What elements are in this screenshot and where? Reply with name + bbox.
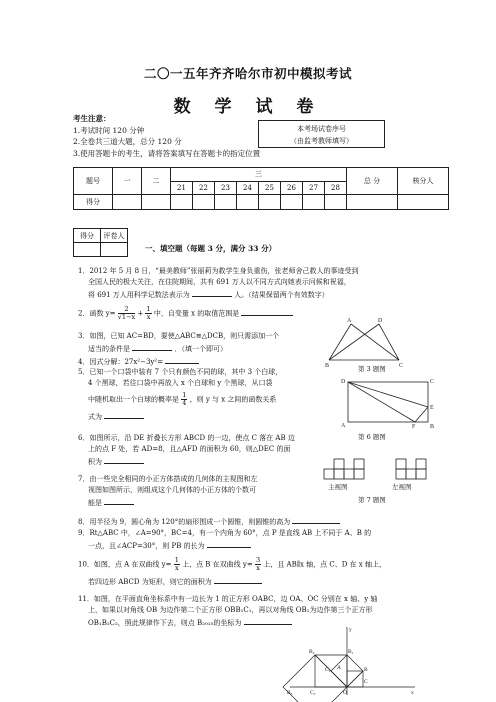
fig7-left-view — [396, 459, 426, 479]
fig6-rect-abcd — [348, 382, 428, 422]
q1-line: 1．2012 年 5 月 8 日，“最美教师”张丽莉为救学生身负重伤，张老师舍己救人的事迹受到 — [78, 267, 359, 275]
score-cell — [259, 195, 281, 210]
exam-notice — [73, 113, 260, 159]
q11-line: 11．如图，在平面直角坐标系中有一边长为 1 的正方形 OABC，边 OA、OC 分别在 x 轴、y 轴 — [78, 595, 378, 603]
fig3-line-ab — [329, 324, 351, 360]
answer-blank — [165, 355, 199, 364]
q1-text: 人。（结果保留两个有效数字） — [234, 291, 329, 299]
fig6-label-b: B — [430, 424, 435, 430]
fig6-label-f: F — [412, 424, 416, 430]
score-cell — [303, 195, 325, 210]
exam-subtitle: 数 学 试 卷 — [173, 97, 323, 117]
fig11-label-y: y — [349, 627, 352, 633]
notice-item: 3.使用答题卡的考生，请将答案填写在答题卡的指定位置 — [73, 148, 261, 158]
score-cell — [171, 195, 193, 210]
q5-line: 5．已知一个口袋中装有 7 个只有颜色不同的球，其中 3 个白球， — [78, 368, 283, 376]
col-question: 题号 — [74, 168, 113, 195]
q6-line: 上的点 F 处，若 AD=8，且△AFD 的面积为 60，则△DEC 的面 — [88, 445, 291, 453]
fraction — [145, 306, 151, 321]
denominator: x — [174, 564, 179, 572]
seat-code-note: （由监考教师填写） — [290, 137, 353, 145]
denominator: x — [256, 564, 260, 572]
answer-blank — [207, 539, 251, 548]
sub-col: 23 — [215, 181, 237, 195]
answer-blank — [292, 515, 340, 524]
fig3-label-d: D — [378, 318, 383, 324]
q10-text: 10．如图，点 A 在双曲线 y= — [78, 560, 172, 569]
fig6-line-fe — [415, 407, 428, 422]
q7-line — [78, 496, 308, 509]
denominator: 4 — [182, 399, 187, 407]
fig11-label-a: A — [337, 665, 341, 671]
figure-3-triangles — [325, 318, 405, 368]
question-2 — [78, 306, 338, 321]
answer-blank — [104, 496, 134, 505]
sub-col: 26 — [281, 181, 303, 195]
fig11-label-c1: C₁ — [325, 667, 331, 673]
col-checker: 核分人 — [398, 168, 449, 195]
question-3 — [78, 331, 323, 355]
q2-text: + — [137, 309, 144, 318]
figure-6-rectangle — [341, 377, 435, 430]
fig6-line-df — [348, 382, 415, 422]
q3-line: 3．如图，已知 AC=BD，要使△ABC≌△DCB，则只需添加一个 — [78, 332, 280, 340]
exam-title: 二〇一五年齐齐哈尔市初中模拟考试 — [143, 66, 352, 81]
q7-text: 能是 — [88, 499, 102, 507]
notice-heading: 考生注意： — [73, 114, 111, 123]
fig11-label-x: x — [411, 690, 414, 696]
fig11-label-c2: C₂ — [310, 690, 316, 696]
figure-7-caption: 第 7 题图 — [358, 496, 386, 504]
fig3-line-ac — [351, 324, 399, 360]
q5-line — [78, 392, 328, 407]
denominator: x — [146, 313, 151, 321]
q3-line — [78, 342, 323, 355]
q11-text: OB₁B₂C₂，照此规律作下去，则点 B₂₀₁₅的坐标为 — [88, 619, 242, 627]
notice-item: 1.考试时间 120 分钟 — [73, 125, 145, 135]
q3-text: 适当的条件是 — [88, 345, 130, 353]
sub-col: 28 — [325, 181, 347, 195]
fig6-line-de — [348, 382, 428, 407]
fraction — [181, 392, 187, 407]
answer-blank — [214, 575, 262, 584]
answer-blank — [132, 342, 172, 351]
sub-col: 24 — [237, 181, 259, 195]
figure-3-caption: 第 3 题图 — [358, 365, 386, 373]
q9-line: 9．Rt△ABC 中，∠A=90°，BC=4，有一个内角为 60°，点 P 是直线 AB 上不同于 A、B 的 — [78, 529, 372, 537]
score-cell — [215, 195, 237, 210]
col-three: 三 — [171, 168, 347, 182]
question-8 — [78, 515, 418, 528]
answer-blank — [244, 616, 292, 625]
col-total: 总 分 — [347, 168, 398, 195]
figure-6-caption: 第 6 题图 — [358, 433, 386, 441]
col-one: 一 — [113, 168, 142, 195]
grader-score-label: 得分 — [74, 229, 101, 243]
question-5 — [78, 367, 328, 423]
q6-line: 6．如图所示，沿 DE 折叠长方形 ABCD 的一边，使点 C 落在 AB 边 — [78, 434, 295, 442]
score-cell — [281, 195, 303, 210]
q4-text: 4．因式分解：27x²−3y²= — [78, 358, 164, 366]
seat-code-box — [258, 120, 385, 148]
col-two: 二 — [142, 168, 171, 195]
q11-line: 上，如果以对角线 OB 为边作第二个正方形 OBB₁C₁，再以对角线 OB₁为边作第三个正方形 — [88, 606, 373, 614]
notice-item: 2.全卷共三道大题，总分 120 分 — [73, 137, 182, 146]
q7-line: 视图如图所示，则组成这个几何体的小正方体的个数可 — [88, 486, 256, 494]
fig7-main-view — [324, 459, 364, 479]
fig6-label-c: C — [430, 379, 435, 385]
denominator: √1−x — [117, 313, 136, 321]
grader-box — [73, 228, 128, 257]
q2-text: 2．函数 y= — [78, 309, 116, 318]
row-score: 得分 — [74, 195, 113, 210]
fig11-label-b2: B₂ — [309, 649, 315, 655]
score-table — [73, 167, 449, 210]
figure-11-squares — [285, 625, 420, 697]
q2-text: 中，自变量 x 的取值范围是 — [153, 309, 240, 318]
fig11-label-o: O — [343, 690, 347, 696]
question-9 — [78, 528, 418, 552]
score-cell — [237, 195, 259, 210]
answer-blank — [192, 288, 232, 297]
figure-7-left-label: 左视图 — [392, 483, 412, 491]
fig11-label-b: B — [364, 667, 368, 673]
question-10 — [78, 557, 418, 588]
answer-blank — [104, 410, 144, 419]
q3-text: ．（填一个即可） — [174, 345, 227, 353]
q10-line — [78, 557, 418, 572]
numerator: 2 — [118, 306, 135, 314]
numerator: 3 — [255, 556, 261, 564]
question-1 — [78, 266, 418, 301]
grader-score-cell — [74, 243, 101, 257]
q5-text: ，则 y 与 x 之间的函数关系 — [189, 395, 277, 404]
sub-col: 27 — [303, 181, 325, 195]
q9-text: 一点，且∠ACP=30°，则 PB 的长为 — [88, 542, 205, 550]
numerator: 1 — [174, 556, 179, 564]
sub-col: 25 — [259, 181, 281, 195]
q7-line: 7．由一些完全相同的小正方体搭成的几何体的主视图和左 — [78, 475, 258, 483]
score-cell — [398, 195, 449, 210]
seat-code-label: 本考场试卷序号 — [297, 125, 346, 133]
grader-name-cell — [101, 243, 128, 257]
fig3-line-db — [329, 324, 379, 360]
fig3-label-b: B — [325, 363, 330, 369]
q6-text: 积为 — [88, 458, 102, 466]
question-7 — [78, 474, 308, 509]
q1-line — [78, 288, 418, 301]
question-6 — [78, 433, 328, 468]
score-cell — [113, 195, 142, 210]
q1-line: 全国人民的极大关注，在住院期间，共有 691 万人以不同方式向她表示问候和祝福， — [88, 278, 351, 286]
q5-line: 4 个黑球，若往口袋中再放入 x 个白球和 y 个黑球，从口袋 — [88, 379, 273, 387]
fig11-label-b3: B₃ — [287, 690, 293, 696]
score-cell — [142, 195, 171, 210]
fig6-label-e: E — [430, 405, 434, 411]
answer-blank — [104, 455, 144, 464]
figure-7-main-label: 主视图 — [328, 483, 348, 491]
fig3-label-c: C — [399, 363, 404, 369]
q10-line — [78, 575, 418, 588]
score-cell — [347, 195, 398, 210]
fraction — [174, 557, 180, 572]
q1-text: 将 691 万人用科学记数法表示为 — [88, 291, 190, 299]
q5-text: 式为 — [88, 413, 102, 421]
answer-blank — [241, 307, 293, 316]
q5-text: 中随机取出一个白球的概率是 — [88, 395, 179, 404]
numerator: 1 — [182, 391, 187, 399]
sub-col: 22 — [193, 181, 215, 195]
q9-line — [78, 539, 418, 552]
q10-text: 上，且 AB∥x 轴，点 C、D 在 x 轴上， — [263, 560, 386, 569]
question-11 — [78, 594, 423, 629]
numerator: 1 — [146, 305, 151, 313]
section-heading: 一、填空题（每题 3 分，满分 33 分） — [145, 244, 277, 253]
fig3-label-a: A — [347, 318, 352, 324]
fraction — [118, 306, 135, 321]
fraction — [255, 557, 261, 572]
fig6-label-d: D — [341, 379, 346, 385]
grader-label: 评卷人 — [101, 229, 128, 243]
q10-text: 上，点 B 在双曲线 y= — [182, 560, 253, 569]
fig11-ob — [347, 671, 363, 687]
q8-text: 8．用半径为 9，圆心角为 120°的扇形围成一个圆锥，则圆锥的高为 — [78, 518, 291, 526]
figure-7-views — [322, 447, 442, 483]
fig6-label-a: A — [341, 423, 346, 429]
q6-line — [78, 455, 328, 468]
fig11-label-c: C — [364, 679, 368, 685]
score-cell — [325, 195, 347, 210]
fig11-label-b1: B₁ — [348, 649, 354, 655]
q5-line — [78, 410, 328, 423]
q10-text: 若四边形 ABCD 为矩形，则它的面积为 — [88, 578, 212, 586]
score-cell — [193, 195, 215, 210]
fig3-line-dc — [379, 324, 399, 360]
sub-col: 21 — [171, 181, 193, 195]
